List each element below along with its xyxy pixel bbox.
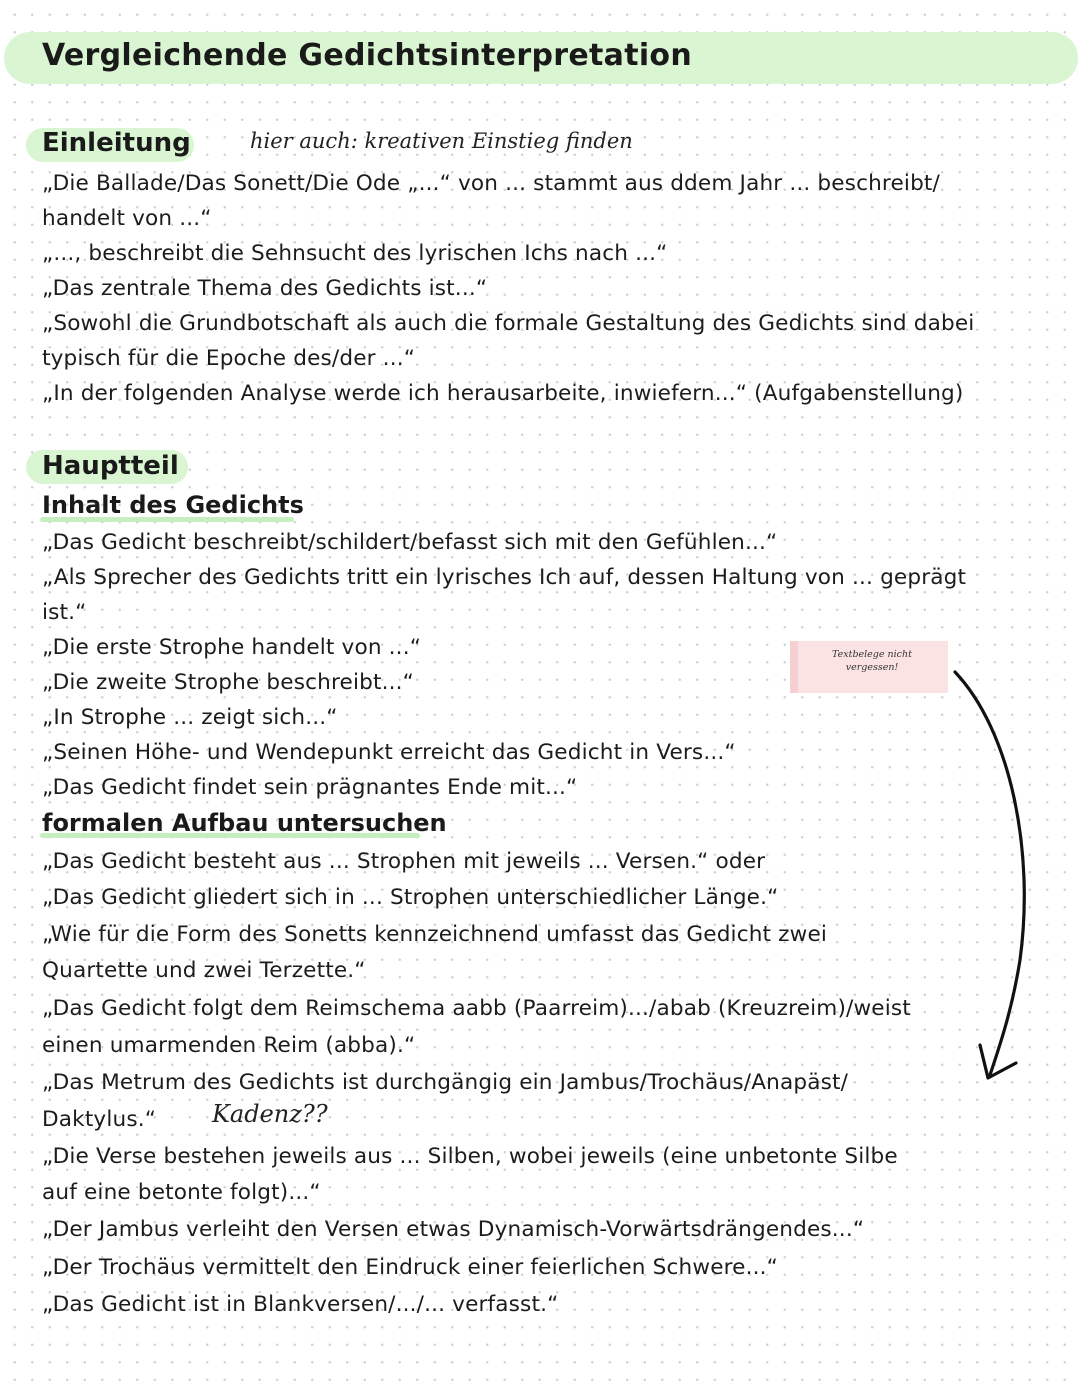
section-heading-hauptteil: Hauptteil — [42, 451, 179, 481]
subheading-aufbau: formalen Aufbau untersuchen — [42, 809, 447, 837]
aufbau-line: einen umarmenden Reim (abba).“ — [42, 1033, 416, 1058]
aufbau-line: „Das Gedicht folgt dem Reimschema aabb (Paarreim).../abab (Kreuzreim)/weist — [42, 996, 911, 1021]
inhalt-line: „Das Gedicht beschreibt/schildert/befasst sich mit den Gefühlen...“ — [42, 530, 778, 555]
inhalt-line: „Seinen Höhe- und Wendepunkt erreicht das Gedicht in Vers...“ — [42, 740, 736, 765]
sticky-note-text: Textbelege nicht vergessen! — [832, 649, 912, 673]
aufbau-line: „Der Jambus verleiht den Versen etwas Dynamisch-Vorwärtsdrängendes...“ — [42, 1217, 865, 1242]
aufbau-line: „Das Gedicht besteht aus ... Strophen mit jeweils ... Versen.“ oder — [42, 849, 766, 874]
inhalt-line: „In Strophe ... zeigt sich...“ — [42, 705, 338, 730]
page-title: Vergleichende Gedichtsinterpretation — [42, 38, 692, 73]
aufbau-line: „Der Trochäus vermittelt den Eindruck einer feierlichen Schwere...“ — [42, 1255, 778, 1280]
aufbau-line: Quartette und zwei Terzette.“ — [42, 958, 366, 983]
aufbau-line: „Die Verse bestehen jeweils aus ... Silben, wobei jeweils (eine unbetonte Silbe — [42, 1144, 898, 1169]
subheading-inhalt: Inhalt des Gedichts — [42, 491, 304, 519]
handwritten-note-kadenz: Kadenz?? — [212, 1100, 328, 1128]
einleitung-line: „Das zentrale Thema des Gedichts ist...“ — [42, 276, 488, 301]
section-heading-einleitung: Einleitung — [42, 128, 191, 158]
inhalt-line: „Als Sprecher des Gedichts tritt ein lyrisches Ich auf, dessen Haltung von ... geprägt — [42, 565, 967, 590]
inhalt-line: ist.“ — [42, 600, 87, 625]
handwritten-note-einstieg: hier auch: kreativen Einstieg finden — [250, 129, 633, 153]
aufbau-line: „Das Gedicht gliedert sich in ... Strophen unterschiedlicher Länge.“ — [42, 885, 779, 910]
einleitung-line: „In der folgenden Analyse werde ich herausarbeite, inwiefern...“ (Aufgabenstellung) — [42, 381, 964, 406]
einleitung-line: handelt von ...“ — [42, 206, 212, 231]
inhalt-line: „Das Gedicht findet sein prägnantes Ende mit...“ — [42, 775, 578, 800]
aufbau-line: Daktylus.“ — [42, 1107, 157, 1132]
einleitung-line: typisch für die Epoche des/der ...“ — [42, 346, 416, 371]
inhalt-line: „Die erste Strophe handelt von ...“ — [42, 635, 422, 660]
einleitung-line: „Sowohl die Grundbotschaft als auch die formale Gestaltung des Gedichts sind dabei — [42, 311, 975, 336]
inhalt-line: „Die zweite Strophe beschreibt...“ — [42, 670, 414, 695]
einleitung-line: „Die Ballade/Das Sonett/Die Ode „...“ von ... stammt aus ddem Jahr ... beschreibt/ — [42, 171, 940, 196]
aufbau-line: auf eine betonte folgt)...“ — [42, 1180, 321, 1205]
aufbau-line: „Das Gedicht ist in Blankversen/.../... verfasst.“ — [42, 1292, 559, 1317]
einleitung-line: „..., beschreibt die Sehnsucht des lyrischen Ichs nach ...“ — [42, 241, 668, 266]
aufbau-line: „Das Metrum des Gedichts ist durchgängig ein Jambus/Trochäus/Anapäst/ — [42, 1070, 849, 1095]
aufbau-line: „Wie für die Form des Sonetts kennzeichnend umfasst das Gedicht zwei — [42, 922, 828, 947]
